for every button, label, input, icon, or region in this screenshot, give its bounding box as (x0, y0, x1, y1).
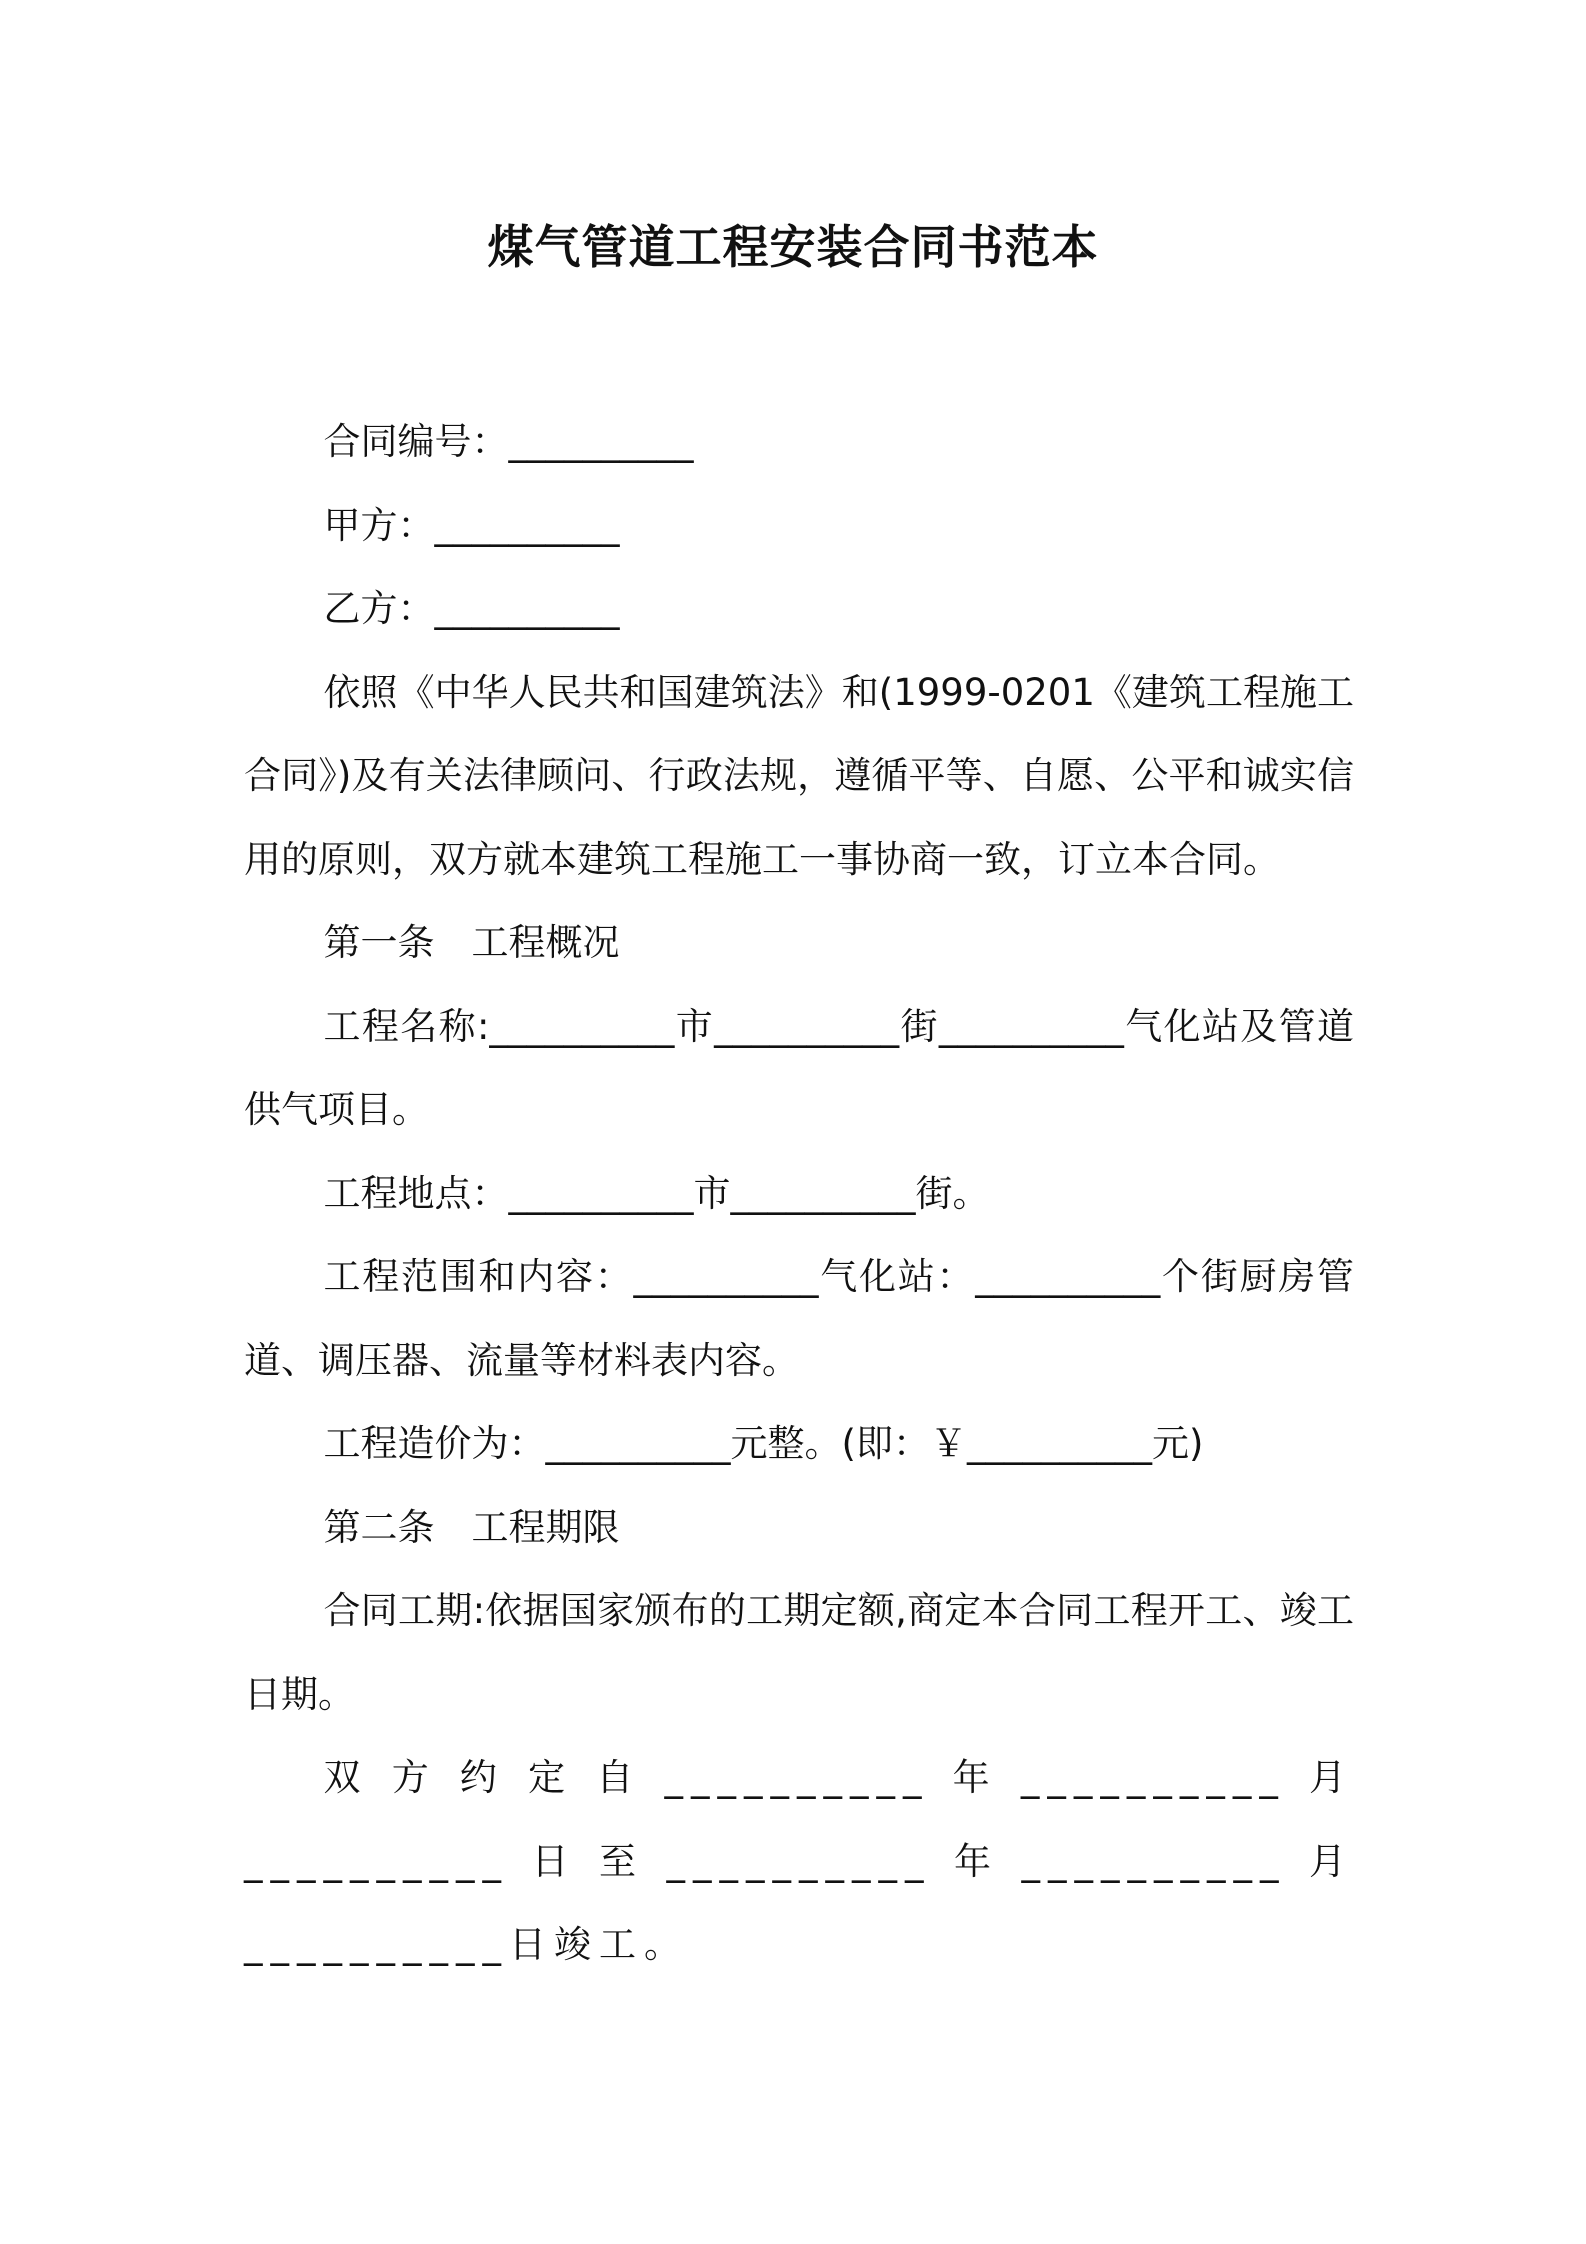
article-2-heading: 第二条 工程期限 (323, 1505, 620, 1549)
agreed-dates-paragraph: 双方约定自__________年__________月__________日至__________年__________月__________日竣工。 (244, 1756, 1354, 1966)
preamble-paragraph: 依照《中华人民共和国建筑法》和(1999-0201《建筑工程施工合同》)及有关法律顾问、行政法规，遵循平等、自愿、公平和诚实信用的原则，双方就本建筑工程施工一事协商一致，订立本合同。 (244, 670, 1354, 881)
document-title: 煤气管道工程安装合同书范本 (487, 220, 1099, 274)
document-body (244, 400, 1354, 1987)
project-location-paragraph: 工程地点：__________市__________街。 (323, 1171, 990, 1215)
article-1-heading: 第一条 工程概况 (323, 921, 620, 964)
contract-duration-paragraph: 合同工期:依据国家颁布的工期定额,商定本合同工程开工、竣工日期。 (244, 1589, 1354, 1716)
party-a-line: 甲方：__________ (323, 503, 620, 547)
project-scope-paragraph: 工程范围和内容：__________气化站：__________个街厨房管道、调压器、流量等材料表内容。 (244, 1255, 1354, 1382)
project-name-paragraph: 工程名称:__________市__________街__________气化站及管道供气项目。 (244, 1004, 1354, 1131)
contract-number-line: 合同编号：__________ (323, 420, 694, 463)
party-b-line: 乙方：__________ (323, 587, 620, 630)
project-cost-paragraph: 工程造价为：__________元整。(即：￥__________元) (323, 1422, 1204, 1465)
